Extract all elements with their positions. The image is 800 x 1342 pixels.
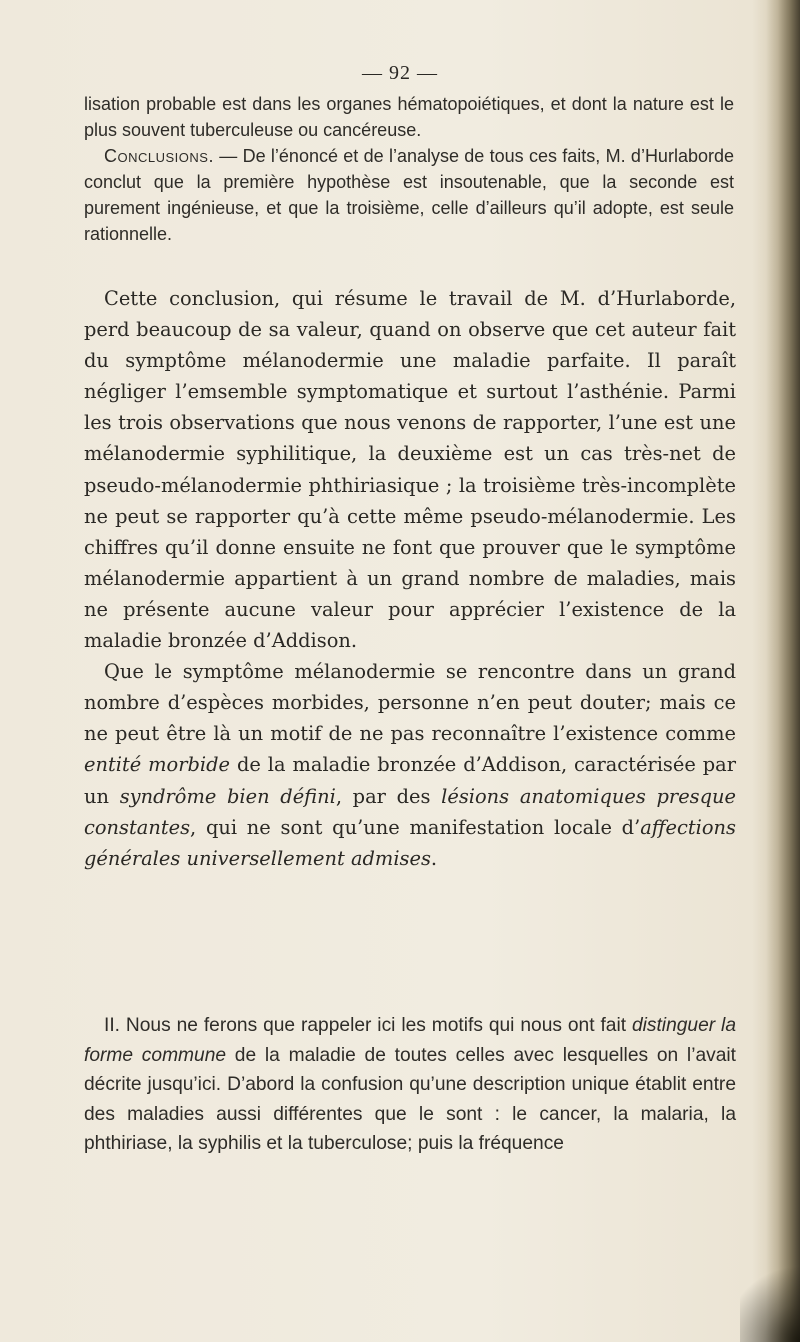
italic-run: entité morbide xyxy=(84,753,231,777)
text-block-small xyxy=(84,91,734,247)
text-run: de la maladie de toutes celles avec lesquelles on l’avait décrite jusqu’ici. D’abord la confusion qu’une description unique établit entre des maladies aussi différentes que le sont : le cancer, la malaria, la phthiriase, la syphilis et la tuberculose; puis la fréquence xyxy=(84,1044,736,1154)
italic-run: syndrôme bien défini xyxy=(119,784,336,808)
text-run: , qui ne sont qu’une manifestation locale d’ xyxy=(190,815,641,839)
italic-run: affections générales universellement admises xyxy=(84,815,736,870)
text-run: , par des xyxy=(335,784,442,808)
paragraph-continuation: lisation probable est dans les organes hématopoiétiques, et dont la nature est le plus souvent tuberculeuse ou cancéreuse. xyxy=(84,94,734,140)
paragraph-que-le-symptome xyxy=(84,656,736,874)
page-corner-shadow xyxy=(740,1252,800,1342)
section-label-conclusions: Conclusions. xyxy=(104,146,214,166)
page-edge-shadow xyxy=(766,0,800,1342)
text-block-section-ii xyxy=(84,1011,736,1159)
paragraph-section-ii xyxy=(84,1011,736,1159)
italic-run: distinguer la forme commune xyxy=(84,1015,736,1066)
text-run: de la maladie bronzée d’Addison, caractérisée par un xyxy=(84,753,736,808)
text-block-main xyxy=(84,283,736,874)
text-run: Que le symptôme mélanodermie se rencontre dans un grand nombre d’espèces morbides, personne n’en peut douter; mais ce ne peut être là un motif de ne pas reconnaître l’existence comme xyxy=(84,660,736,746)
conclusions-text: — De l’énoncé et de l’analyse de tous ces faits, M. d’Hurlaborde conclut que la première hypothèse est insoutenable, que la seconde est purement ingénieuse, et que la troisième, celle d’ailleurs qu’il adopte, est seule rationnelle. xyxy=(84,146,734,244)
text-run: II. Nous ne ferons que rappeler ici les motifs qui nous ont fait xyxy=(104,1015,632,1036)
text-run: . xyxy=(430,846,438,870)
paragraph-cette-conclusion: Cette conclusion, qui résume le travail de M. d’Hurlaborde, perd beaucoup de sa valeur, quand on observe que cet auteur fait du symptôme mélanodermie une maladie parfaite. Il paraît négliger l’emsemble symptomatique et surtout l’asthénie. Parmi les trois observations que nous venons de rapporter, l’une est une mélanodermie syphilitique, la deuxième est un cas très-net de pseudo-mélanodermie phthiriasique ; la troisième très-incomplète ne peut se rapporter qu’à cette même pseudo-mélanodermie. Les chiffres qu’il donne ensuite ne font que prouver que le symptôme mélanodermie appartient à un grand nombre de maladies, mais ne présente aucune valeur pour apprécier l’existence de la maladie bronzée d’Addison. xyxy=(84,287,736,653)
page-number: — 92 — xyxy=(362,62,438,84)
italic-run: lésions anatomiques presque constantes xyxy=(84,784,737,839)
paragraph-conclusions xyxy=(84,143,734,247)
